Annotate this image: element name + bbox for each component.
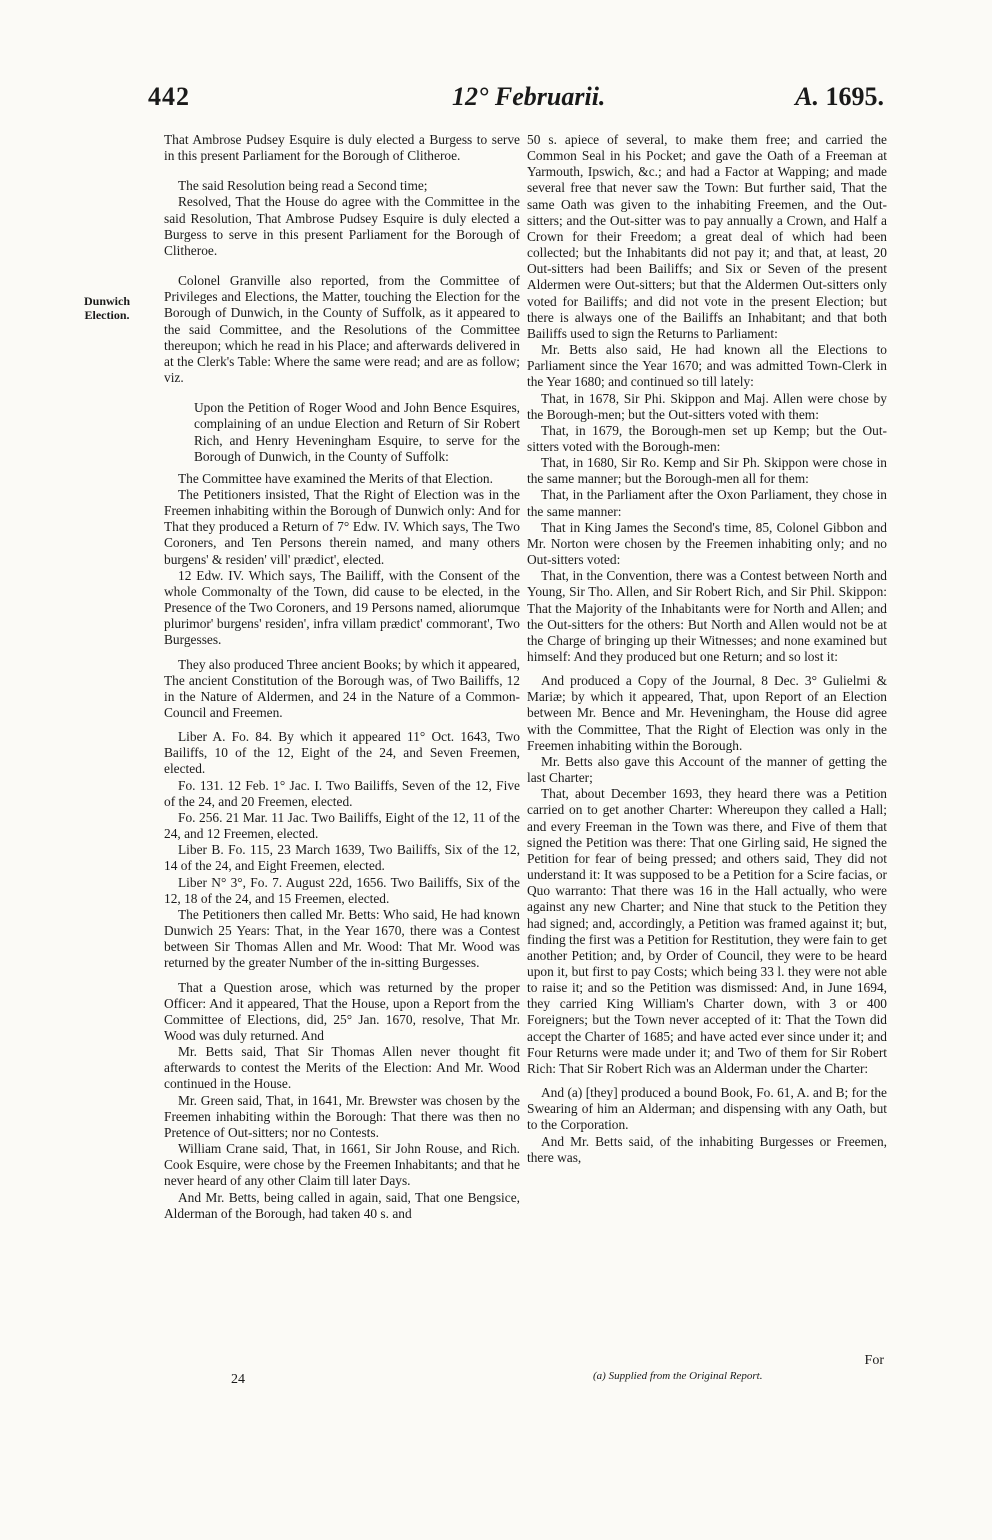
paragraph: That, in 1680, Sir Ro. Kemp and Sir Ph. Skippon were chose in the same manner; but the Borough-men all for them: [527, 455, 887, 487]
paragraph: Liber A. Fo. 84. By which it appeared 11° Oct. 1643, Two Bailiffs, 10 of the 12, Eight of the 24, and Seven Freemen, elected. [164, 729, 520, 777]
paragraph: That, in 1679, the Borough-men set up Kemp; but the Out-sitters voted with the Borough-men: [527, 422, 887, 454]
paragraph: That, in the Convention, there was a Contest between North and Young, Sir Tho. Allen, and Sir Robert Rich, and Sir Phil. Skippon: That the Majority of the Inhabitants were for North and Allen; and the Out-sitters for the others: But North and Allen would not be at the Charge of bringing up their Witnesses; and none examined but himself: And they produced but one Return; and so lost it: [527, 568, 887, 664]
paragraph: And Mr. Betts, being called in again, said, That one Bengsice, Alderman of the Borough, had taken 40 s. and [164, 1189, 520, 1221]
paragraph: Colonel Granville also reported, from the Committee of Privileges and Elections, the Matter, touching the Election for the Borough of Dunwich, in the County of Suffolk, as it appeared to the said Committee, and the Resolutions of the Committee thereupon; which he read in his Place; and afterwards delivered in at the Clerk's Table: Where the same were read; and are as follow; viz. [164, 273, 520, 386]
right-column [527, 132, 887, 1166]
paragraph: The Petitioners then called Mr. Betts: Who said, He had known Dunwich 25 Years: That, in the Year 1670, there was a Contest between Sir Thomas Allen and Mr. Wood: That Mr. Wood was returned by the greater Number of the in-sitting Burgesses. [164, 906, 520, 971]
paragraph: Liber B. Fo. 115, 23 March 1639, Two Bailiffs, Six of the 12, 14 of the 24, and Eight Freemen, elected. [164, 842, 520, 874]
paragraph: Fo. 131. 12 Feb. 1° Jac. I. Two Bailiffs, Seven of the 12, Five of the 24, and 20 Freemen, elected. [164, 777, 520, 809]
paragraph: That in King James the Second's time, 85, Colonel Gibbon and Mr. Norton were chosen by the Freemen inhabiting only; and no Out-sitters voted: [527, 519, 887, 568]
paragraph: That, about December 1693, they heard there was a Petition carried on to get another Charter: Whereupon they called a Hall; and every Freeman in the Town was there, and Five of them that signed the Petition was there: That one Girling said, He signed the Petition for fear of being pressed; and others said, They did not understand it: It was supposed to be a Petition for a Scire facias, or Quo warranto: That there was 16 in the Hall actually, who were against any new Charter; and Nine that stuck to the Petition they had signed; and, accordingly, a Petition was framed against it; but, finding the first was a Petition for Restitution, they were fain to get another Petition; and, by Order of Council, they were to be heard upon it, but first to pay Costs; which being 33 l. they were not able to raise it; and so the Petition was dismissed: And, in June 1694, they carried King William's Charter down, with 3 or 400 Foreigners; but the Town never accepted of it: That the Town did accept the Charter of 1685; and have acted ever since under it; and Four Returns were made under it; and Two of them for Sir Robert Rich: That Sir Robert Rich was an Alderman under the Charter: [527, 786, 887, 1076]
paragraph: And Mr. Betts said, of the inhabiting Burgesses or Freemen, there was, [527, 1133, 887, 1165]
page-header [0, 82, 992, 122]
running-year [795, 82, 884, 112]
paragraph: Mr. Betts said, That Sir Thomas Allen never thought fit afterwards to contest the Merits of the Election: And Mr. Wood continued in the House. [164, 1044, 520, 1092]
catchword: For [864, 1353, 884, 1368]
year-prefix: A. [795, 82, 819, 111]
paragraph: That, in the Parliament after the Oxon Parliament, they chose in the same manner: [527, 487, 887, 519]
paragraph: And (a) [they] produced a bound Book, Fo. 61, A. and B; for the Swearing of him an Alderman; and dispensing with any Oath, but to the Corporation. [527, 1085, 887, 1133]
paragraph: The said Resolution being read a Second time; [178, 178, 428, 194]
paragraph: 50 s. apiece of several, to make them free; and carried the Common Seal in his Pocket; and gave the Oath of a Freeman at Yarmouth, Ipswich, &c.; and had a Factor at Wapping; and made several free that never saw the Town: But further said, That the same Oath was given to the inhabiting Freemen, and the Out-sitters; and the Out-sitter was to pay annually a Crown, and Half a Crown for their Freedom; a great deal of which had been collected; but the Inhabitants did not pay it; and that, at least, 20 Out-sitters had been Bailiffs; and Six or Seven of the present Aldermen were Out-sitters; but that the Aldermen Out-sitters only voted for Bailiffs; and did not vote in the present Election; but there is always one of the Bailiffs an Inhabitant; and that both Bailiffs used to sign the Returns to Parliament: [527, 132, 887, 341]
paragraph: That Ambrose Pudsey Esquire is duly elected a Burgess to serve in this present Parliament for the Borough of Clitheroe. [164, 132, 520, 164]
paragraph: 12 Edw. IV. Which says, The Bailiff, with the Consent of the whole Commonalty of the Town, did cause to be elected, in the Presence of the Two Coroners, and 19 Persons named, aliorumque plurimor' burgens' residen', infra villam prædict' commorant', Two Burgesses. [164, 567, 520, 648]
petition-paragraph: Upon the Petition of Roger Wood and John Bence Esquires, complaining of an undue Election and Return of Sir Robert Rich, and Henry Heveningham Esquire, to serve for the Borough of Dunwich, in the County of Suffolk: [194, 400, 520, 464]
signature-mark: 24 [231, 1372, 245, 1387]
running-date: 12° Februarii. [452, 82, 606, 111]
paragraph: Mr. Green said, That, in 1641, Mr. Brewster was chosen by the Freemen inhabiting within the Borough: That there was then no Pretence of Out-sitters; nor no Contests. [164, 1092, 520, 1140]
footnote: (a) Supplied from the Original Report. [593, 1370, 763, 1382]
paragraph: The Committee have examined the Merits of that Election. [178, 470, 493, 486]
paragraph: And produced a Copy of the Journal, 8 Dec. 3° Gulielmi & Mariæ; by which it appeared, That, upon Report of an Election between Mr. Bence and Mr. Heveningham, the House did agree with the Committee, That the Right of Election was only in the Freemen inhabiting within the Borough. [527, 673, 887, 753]
margin-note: Dunwich Election. [83, 294, 130, 322]
paragraph: William Crane said, That, in 1661, Sir John Rouse, and Rich. Cook Esquire, were chose by the Freemen Inhabitants; and that he never heard of any other Claim till later Days. [164, 1141, 520, 1189]
paragraph: The Petitioners insisted, That the Right of Election was in the Freemen inhabiting within the Borough of Dunwich only: And for That they produced a Return of 7° Edw. IV. Which says, The Two Coroners, and Ten Persons therein named, and many others burgens' & residen' vill' prædict', elected. [164, 486, 520, 567]
paragraph: Liber N° 3°, Fo. 7. August 22d, 1656. Two Bailiffs, Six of the 12, 18 of the 24, and 15 Freemen, elected. [164, 874, 520, 906]
left-column [164, 132, 520, 1222]
paragraph: They also produced Three ancient Books; by which it appeared, The ancient Constitution of the Borough was, of Two Bailiffs, 12 in the Nature of Aldermen, and 24 in the Nature of a Common-Council and Freemen. [164, 656, 520, 720]
paragraph: That, in 1678, Sir Phi. Skippon and Maj. Allen were chose by the Borough-men; but the Out-sitters voted with them: [527, 390, 887, 422]
paragraph: Mr. Betts also said, He had known all the Elections to Parliament since the Year 1670; and was admitted Town-Clerk in the Year 1680; and continued so till lately: [527, 342, 887, 390]
year-value: 1695. [825, 82, 884, 111]
paragraph: Mr. Betts also gave this Account of the manner of getting the last Charter; [527, 753, 887, 786]
page-number: 442 [148, 82, 190, 111]
paragraph: Fo. 256. 21 Mar. 11 Jac. Two Bailiffs, Eight of the 12, 11 of the 24, and 12 Freemen, elected. [164, 809, 520, 842]
paragraph: Resolved, That the House do agree with the Committee in the said Resolution, That Ambrose Pudsey Esquire is duly elected a Burgess to serve in this present Parliament for the Borough of Clitheroe. [164, 194, 520, 258]
paragraph: That a Question arose, which was returned by the proper Officer: And it appeared, That the House, upon a Report from the Committee of Elections, did, 25° Jan. 1670, resolve, That Mr. Wood was duly returned. And [164, 979, 520, 1043]
